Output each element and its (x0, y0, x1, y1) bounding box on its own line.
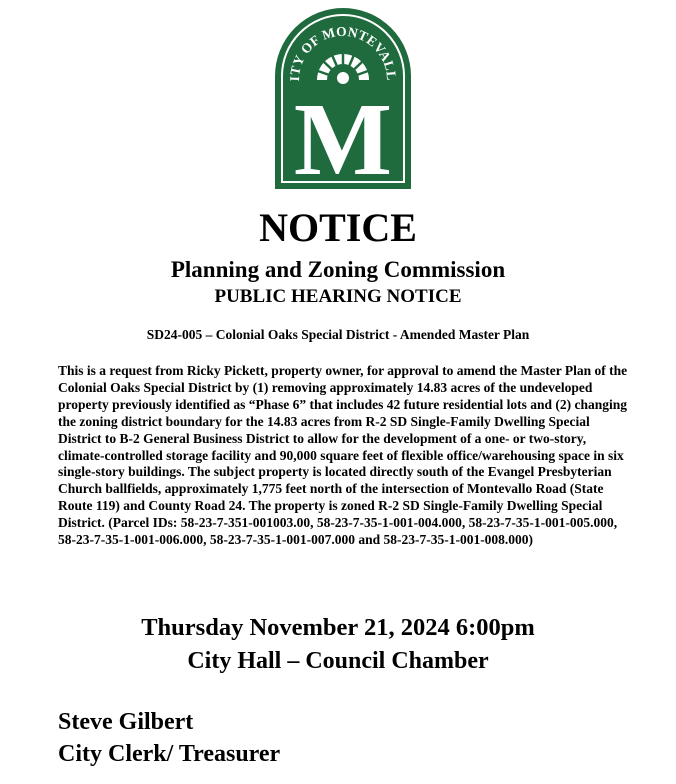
hearing-venue: City Hall – Council Chamber (187, 648, 489, 674)
signatory-title: City Clerk/ Treasurer (58, 741, 281, 767)
hearing-date: Thursday November 21, 2024 6:00pm (141, 614, 535, 641)
notice-body: This is a request from Ricky Pickett, property owner, for approval to amend the Master Plan of the Colonial Oaks Special District by (1) removing approximately 14.83 acres of the undeveloped property previously identified as “Phase 6” that includes 42 future residential lots and (2) changing the zoning district boundary for the 14.83 acres from R-2 SD Single-Family Dwelling Special District to B-2 General Business District to allow for the development of a one- or two-story, climate-controlled storage facility and 90,000 square feet of flexible office/warehousing space in six single-story buildings. The subject property is located directly south of the Evangel Presbyterian Church ballfields, approximately 1,775 feet north of the intersection of Montevallo Road (State Route 119) and County Road 24. The property is zoned R-2 SD Single-Family Dwelling Special District. (Parcel IDs: 58-23-7-351-001003.00, 58-23-7-35-1-001-004.000, 58-23-7-35-1-001-005.000, 58-23-7-35-1-001-006.000, 58-23-7-35-1-001-007.000 and 58-23-7-35-1-001-008.000) (58, 363, 628, 548)
montevallo-logo-icon (275, 8, 411, 190)
svg-text:M: M (293, 82, 393, 190)
public-hearing-title: PUBLIC HEARING NOTICE (214, 286, 462, 307)
city-seal-logo (275, 8, 411, 190)
svg-text:CITY OF MONTEVALLO: ITY OF MONTEVALL (286, 23, 400, 82)
case-title: SD24-005 – Colonial Oaks Special District - Amended Master Plan (146, 327, 530, 342)
commission-title: Planning and Zoning Commission (170, 257, 506, 282)
signatory-name: Steve Gilbert (58, 709, 194, 735)
notice-heading: NOTICE (259, 205, 417, 250)
